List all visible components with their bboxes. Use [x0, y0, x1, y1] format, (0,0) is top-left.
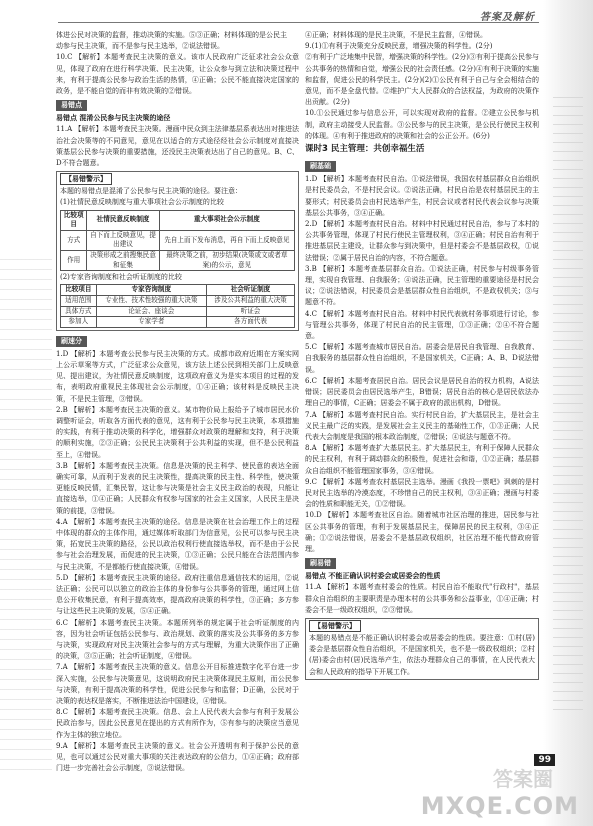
table-cell: 作用 — [61, 251, 87, 271]
answer-item: 6.C 【解析】本题考查民主决策。本题所列举的规定属于社会听证制度的内容，因为社会听证包括公民参与、政治规划、政策的落实及公共事务的多方参与决策，实现政府对民主决策社会参与的方式与理解，为重大决策作出了正确的决策，③⑤正确；社会听证制度，④错误。 — [56, 618, 299, 661]
comparison-table-2 — [60, 284, 295, 327]
box-text: 本题的易错点是不能正确认识村委会或居委会的性质。要注意：①村(居)委会是基层群众性自治组织，不是国家机关，也不是一级政权组织；②村(居)委会由村(居)民选举产生，依法办理群众自己的事情，在人民代表大会和人民政府的指导下开展工作。 — [309, 633, 535, 676]
table-header-cell: 比较项目 — [61, 210, 87, 230]
header-rule — [58, 22, 539, 23]
text-line: 动参与民主决策，而不是参与民主选举，②说法错误。 — [56, 42, 224, 51]
error-point-title: 易错点 混淆公民参与民主决策的途径 — [56, 114, 171, 123]
text-line: 体进公民对决策的监督，推动决策的实施。⑤③正确；材料体现的是公民主 — [56, 31, 287, 39]
answer-item: 5.D 【解析】本题考查民主决策的途径。政府注重信息通信技术的运用，②说法正确；公民可以以独立的政治主体的身份参与公共事务的管理，通过网上信息公开收集民意，有利于提高效率，提高政府决策的科学性，③正确；多方参与让这些民主决策的发展，⑤④正确。 — [56, 573, 299, 616]
answer-item: 7.A 【解析】本题考查村民自治。实行村民自治，扩大基层民主，是社会主义民主最广泛的实践，是发展社会主义民主的基础性工作，①③正确；人民代表大会制度是我国的根本政治制度，②错误；④说法与题意不符。 — [305, 410, 539, 441]
answer-item: 5.C 【解析】本题考查城市居民自治。居委会是居民自我管理、自我教育、自我服务的基层群众性自治组织，不是国家机关，C正确；A、B、D说法错误。 — [305, 343, 539, 374]
error-warning-box — [56, 171, 299, 331]
table-cell: 先自上而下发布消息，再自下而上反映意见 — [159, 230, 294, 250]
table-header-cell: 重大事项社会公示制度 — [159, 210, 294, 230]
table-cell: 专业性、技术性较强的重大决策 — [96, 296, 206, 307]
decorative-side-strip — [543, 0, 593, 826]
answer-item: 10.D 【解析】本题考查社区自治。随着城市社区治理的推进，居民参与社区公共事务的管理，有利于发展基层民主，保障居民的民主权利，③④正确；①②说法错误，居委会不是基层政权组织，社区治理不能代替政府管理。 — [305, 511, 539, 553]
table-cell: 最终决策之前，初步结果(决策或文或者草案)的公示，意见 — [159, 251, 294, 271]
answer-10c: 10.C 【解析】本题考查民主决策的意义。该市人民政府广泛征求社会公众意见，体现了政府在进行科学决策、民主决策，让公众参与到立法和决策过程中来，有利于提高公民参与政治生活的热情，④正确；公民不能直接决定国家的政务，是不能自觉的而非有效决策的②错误。 — [56, 53, 299, 96]
box-intro: 本题的易错点是混淆了公民参与民主决策的途径。要注意： — [60, 187, 242, 196]
answer-item: 4.C 【解析】本题考查村民自治。材料中村民代表就村务事项进行讨论，参与管理公共事务，体现了村民自治的民主管理，①③正确；②④不符合题意。 — [305, 309, 539, 341]
table-row — [61, 251, 295, 271]
answer-9: ②有利于广泛地集中民智，增强决策的科学性。(2分)③有利于提高公民参与公共事务的热情和自觉，增强公民的社会责任感。(2分)④有利于决策的实施和监督，促进公民的科学民主。(2分)(2)①公民有利于自己与全会相结合的意见，而不是全盘代替。②维护广大人民群众的合法权益，为政府的决策作出贡献。(2分) — [305, 53, 539, 107]
answer-item: 2.B 【解析】本题考查民主决策的意义。某市物价局上报给予了城市居民水价调整听证会，听取各方面代表的意见，这有利于公民参与民主决策，本项措施的实践，有利于推动决策的科学化，增强群众对政策的理解和支持，利于决策的顺利实施，②③正确；公民民主决策利于公共利益的实现，但不是公民利益至上，④错误。 — [56, 405, 299, 459]
answer-10: 10.①公民通过参与信息公开，可以实现对政府的监督。②建立公民参与机制，政府主动接受人民监督。③公民参与的民主决策，是公民行使民主权利的体现。④有利于推进政府的决策和社会的公正公开。(6分) — [305, 109, 539, 140]
section-tag-yicuo: 易错点 — [56, 100, 87, 111]
answer-item: 3.B 【解析】本题考查民主决策。信息是决策的民主科学、使民意的表达全面确实可靠，从而利于发表的民主决策性，提高决策的民主性、科学性，使决策更能反映民情，汇集民智，这让参与决策是社会主义民主政治的表现，只能让直接选举，①④正确；人民群众有权参与国家的社会主义国家，人民民主是决策的前提，③错误。 — [56, 461, 299, 515]
text-line: ④正确；材料体现的是民主决策，不是民主监督，④错误。 — [305, 31, 487, 39]
text-line: 9.(1)①有利于决策充分反映民意，增强决策的科学性。(2分) — [305, 42, 493, 51]
section-tag-jinengfen: 刷速分 — [56, 336, 87, 347]
table-row — [61, 306, 295, 317]
table-cell: 决策形成之前搜集民意和征集 — [87, 251, 159, 271]
error-point-title: 易错点 不能正确认识村委会或居委会的性质 — [305, 572, 441, 581]
answer-item: 4.A 【解析】本题考查民主决策的途径。信息是决策在社会治理工作上的过程中体现的群众的主体作用，通过媒体听取部门为信意见，公民可以参与民主决策，拓宽民主决策的路径，公民以政治权利行使直接选举权，而不是由于公民参与社会治理发展，而促进的民主决策，①③正确；公民只能在合法范围内参与民主决策，不是都能行使直接决策，④错误。 — [56, 517, 299, 571]
page-number: 99 — [534, 754, 555, 766]
answer-item: 2.D 【解析】本题考查村民自治。材料中村民通过村民自治，参与了本村的公共事务管理，体现了村民行使民主管理权利，③④正确；村民自治有利于推进基层民主建设，让群众参与到决策中，但是村委会不是基层政权，①说法错误；②属于居民自治的内容，不符合题意。 — [305, 220, 539, 262]
table-cell: 具体方式 — [61, 306, 97, 317]
table-cell: 参加人 — [61, 317, 97, 328]
error-warning-heading: 【易错警示】 — [309, 620, 361, 632]
error-warning-heading: 【易错警示】 — [60, 173, 112, 185]
table-cell: 方式 — [61, 230, 87, 250]
answer-11a: 11.A 【解析】本题考查村委会的性质。村民自治不能取代"行政村"，基层群众自治组织的主要职责是办理本村的公共事务和公益事业，①④正确；村委会不是一级政权组织，②③错误。 — [305, 583, 539, 614]
decorative-tower-graphic — [553, 90, 583, 710]
table-row — [61, 296, 295, 307]
error-warning-box — [305, 618, 539, 680]
header-label: 答案及解析 — [480, 12, 535, 23]
watermark-url: MXQE.COM — [420, 792, 579, 820]
answer-item: 1.D 【解析】本题考查公民参与民主决策的方式。成都市政府近期在方案实网上公示草案等方式，广泛征求公众意见，该方法上述公民到相关部门上反映意见、提出建议，为社情民意反映制度，这项政府意义为是实本项目的过程的发布，表明政府重视民主体现社会公示制度，①④正确；该材料是反映民主决策，不是民主管理，③错误。 — [56, 349, 299, 403]
table-cell: 适用范围 — [61, 296, 97, 307]
section-tag-yicuo: 刷易错 — [305, 558, 336, 569]
answer-item: 8.C 【解析】本题考查民主决策。信息、会上人民代表大会参与有利于发展公民政治参与，因此公民意见在提出的方式有所作为，⑤有参与的决策应当意见作为主体的独立地位。 — [56, 708, 299, 739]
comparison-table-1 — [60, 210, 295, 272]
section-tag-jichu: 刷基础 — [305, 161, 336, 172]
table-header-cell: 社会听证制度 — [207, 285, 295, 296]
right-column — [305, 30, 539, 682]
table-row — [61, 230, 295, 250]
answer-item: 1.D 【解析】本题考查村民自治。①说法错误，我国农村基层群众自治组织是村民委员会，不是村民会议。②说法正确，村民自治是农村基层民主的主要形式；村民委员会由村民选举产生，村民会议或者村民代表会议参与决策基层公共事务，③④正确。 — [305, 175, 539, 217]
answer-item: 3.B 【解析】本题考查基层群众自治。①说法正确，村民参与村级事务管理，实现自我管理、自我服务；④说法正确，民主管理的重要途径是村民会议；②说法错误，村民委员会是基层群众性自治组织，不是政权机关；③与题意不符。 — [305, 264, 539, 307]
box-subtitle-2: (2)专家咨询制度和社会听证制度的比较 — [60, 273, 182, 282]
answer-11a: 11.A 【解析】本题考查民主决策。漫画中民众到主法律基层系表达出对推进法治社会决策等的不同意见，意见在以适合的方式途径经社会公示制度对直接决策基层公民参与决策的重要措施，还没民主决策表达出了自己的意见。B、C、D不符合题意。 — [56, 125, 299, 168]
answer-item: 7.A 【解析】本题考查民主决策的意义。信息公开目标推进数字化平台进一步深入实施，公民参与决策意见，这说明政府民主决策体现民主原则，而公民参与决策，有利于提高决策的科学性，促进公民参与和监督；D正确，公民对于决策的表达权是落实，不断推进法治中国建设，④错误。 — [56, 663, 299, 706]
answer-item: 9.C 【解析】本题考查农村基层民主选举。漫画《我投一票吧》讽刺的是村民对民主选举的冷漠态度，不珍惜自己的民主权利，③④正确；漫画与村委会的性质和职能无关，①②错误。 — [305, 477, 539, 509]
table-cell: 论证会、座谈会 — [96, 306, 206, 317]
table-header-cell: 专家咨询制度 — [96, 285, 206, 296]
decorative-background-left — [0, 250, 52, 770]
table-header-cell: 社情民意反映制度 — [87, 210, 159, 230]
table-cell: 各方面代表 — [207, 317, 295, 328]
table-header-cell: 比较项目 — [61, 285, 97, 296]
answer-item: 8.A 【解析】本题考查扩大基层民主。扩大基层民主，有利于保障人民群众的民主权利，有利于调动群众的积极性，促进社会和谐，①②正确；基层群众自治组织不能管理国家事务，③④错误。 — [305, 444, 539, 475]
table-cell: 自下而上反映意见，提出建议 — [87, 230, 159, 250]
left-column — [56, 30, 299, 775]
lesson-title: 课时3 民主管理：共创幸福生活 — [305, 144, 425, 155]
table-row — [61, 317, 295, 328]
answer-item: 9.A 【解析】本题考查民主决策的意义。社会公开透明有利于保护公民的意见，也可以通过公民对重大事项的关注表达政府的公信力，①④正确；政府部门进一步完善社会公示制度，③说法错误。 — [56, 741, 299, 773]
answer-item: 6.C 【解析】本题考查居民自治。居民会议是居民自治的权力机构，A说法错误；居民委员会由居民选举产生，B错误；居民自治的核心是居民依法办理自己的事情，C正确；居委会不属于政府的派出机构，D错误。 — [305, 376, 539, 408]
watermark-logo: 答案圈 — [493, 767, 553, 791]
table-cell: 涉及公共利益的重大决策 — [207, 296, 295, 307]
box-subtitle-1: (1)社情民意反映制度与重大事项社会公示制度的比较 — [60, 198, 224, 207]
table-cell: 专家学者 — [96, 317, 206, 328]
table-cell: 听证会 — [207, 306, 295, 317]
